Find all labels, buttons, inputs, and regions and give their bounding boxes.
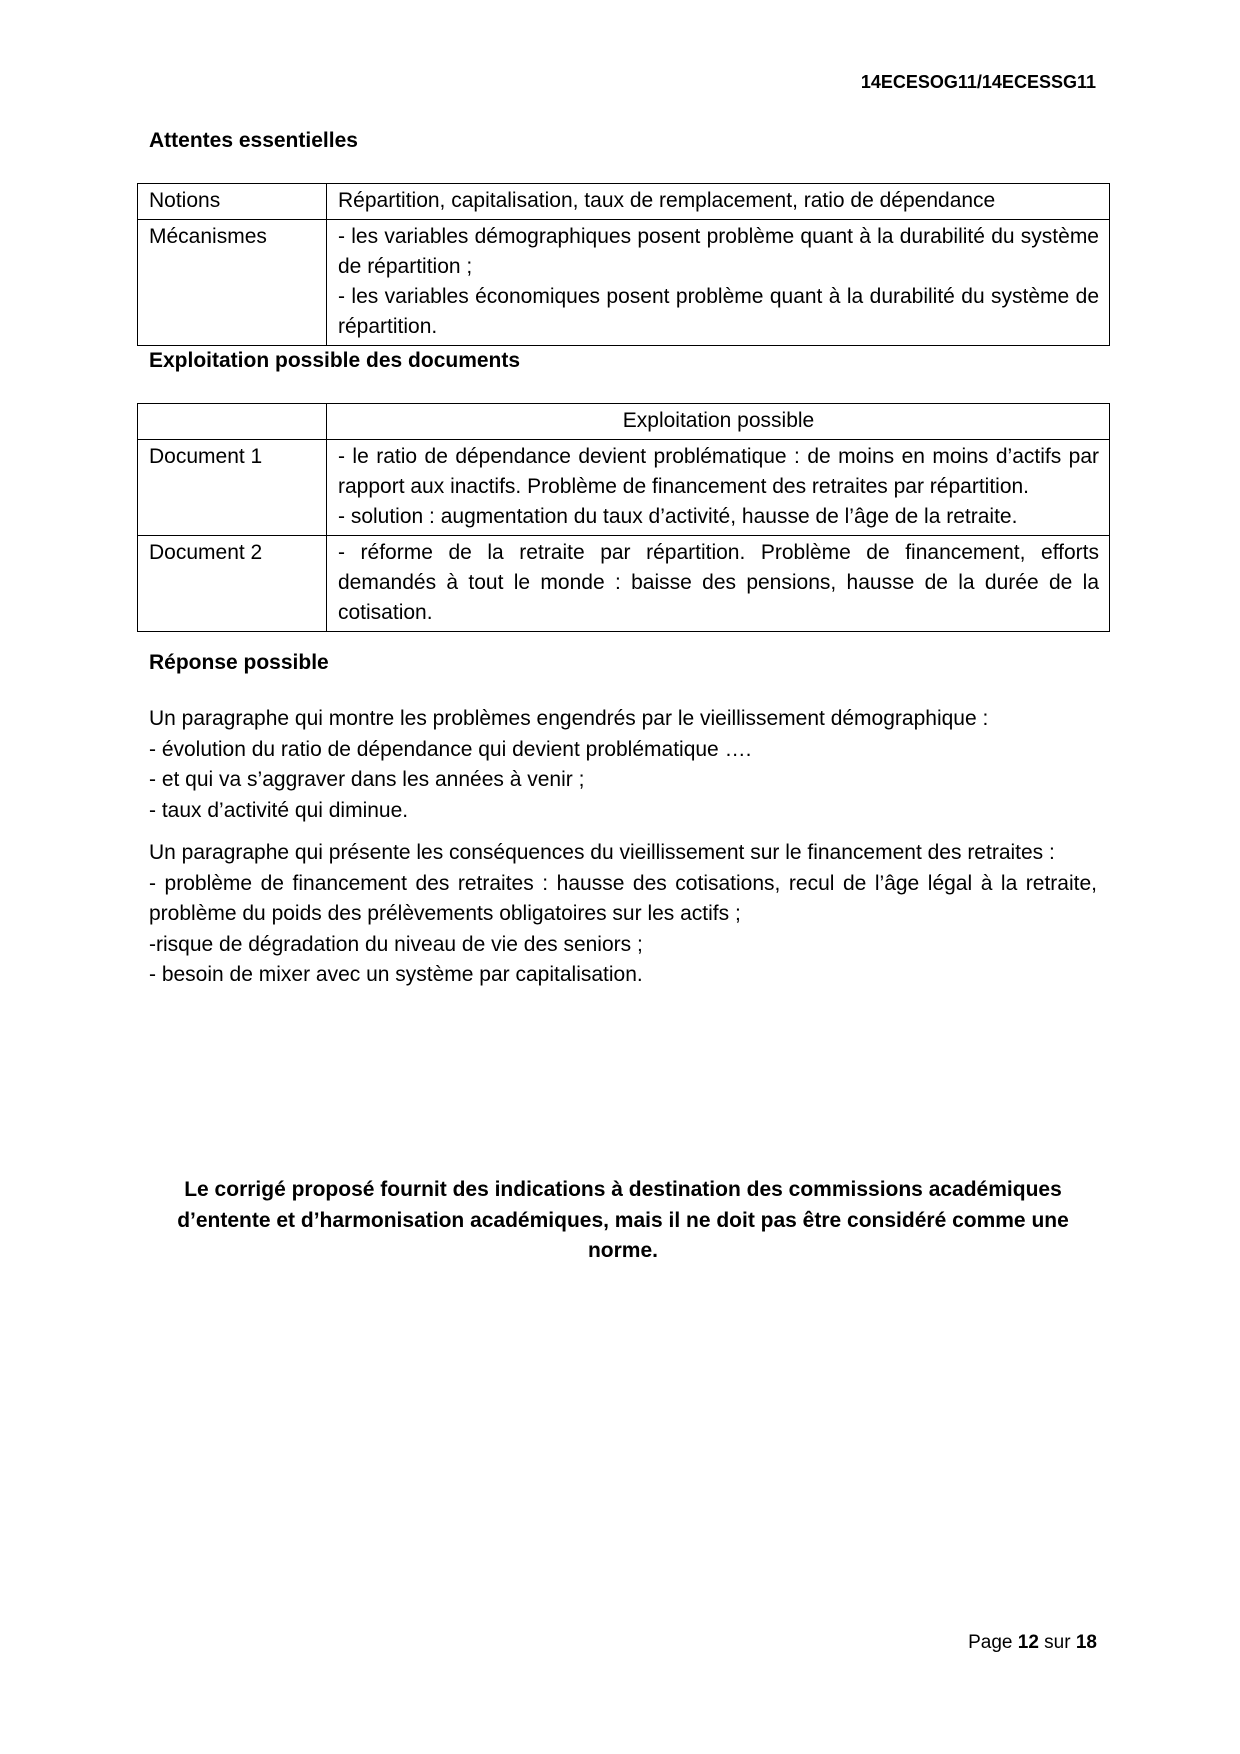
paragraph-line: - taux d’activité qui diminue. bbox=[149, 798, 409, 822]
paragraph-line: Un paragraphe qui montre les problèmes engendrés par le vieillissement démographique : bbox=[149, 707, 989, 730]
paragraph-1 bbox=[149, 704, 1097, 826]
header-cell-empty bbox=[138, 404, 327, 440]
section-title-reponse: Réponse possible bbox=[149, 651, 329, 674]
row-line: - les variables économiques posent problème quant à la durabilité du système de répartition. bbox=[338, 285, 1099, 338]
table-row bbox=[138, 220, 1110, 346]
page-prefix: Page bbox=[968, 1632, 1013, 1653]
attentes-table bbox=[137, 183, 1110, 346]
row-line: - solution : augmentation du taux d’activité, hausse de l’âge de la retraite. bbox=[338, 505, 1018, 528]
page-middle: sur bbox=[1044, 1632, 1071, 1653]
paragraph-line: - problème de financement des retraites : hausse des cotisations, recul de l’âge légal à la retraite, problème du poids des prélèvements obligatoires sur les actifs ; bbox=[149, 871, 1097, 925]
page-total: 18 bbox=[1075, 1632, 1097, 1653]
row-line: Répartition, capitalisation, taux de remplacement, ratio de dépendance bbox=[338, 189, 996, 212]
row-line: - les variables démographiques posent problème quant à la durabilité du système de répartition ; bbox=[338, 225, 1099, 278]
row-label: Notions bbox=[138, 184, 327, 220]
disclaimer: Le corrigé proposé fournit des indications à destination des commissions académiques d’entente et d’harmonisation académiques, mais il ne doit pas être considéré comme une norme. bbox=[177, 1178, 1069, 1262]
row-line: - le ratio de dépendance devient problématique : de moins en moins d’actifs par rapport aux inactifs. Problème de financement des retraites par répartition. bbox=[338, 445, 1099, 498]
row-line: - réforme de la retraite par répartition. Problème de financement, efforts demandés à tout le monde : baisse des pensions, hausse de la durée de la cotisation. bbox=[338, 541, 1099, 624]
table-row bbox=[138, 184, 1110, 220]
row-content bbox=[327, 536, 1110, 632]
paragraph-line: - et qui va s’aggraver dans les années à venir ; bbox=[149, 768, 585, 791]
row-content bbox=[327, 220, 1110, 346]
paragraph-line: Un paragraphe qui présente les conséquences du vieillissement sur le financement des retraites : bbox=[149, 841, 1055, 864]
section-title-attentes: Attentes essentielles bbox=[149, 129, 358, 152]
table-header-row bbox=[138, 404, 1110, 440]
table-row bbox=[138, 440, 1110, 536]
row-label: Document 2 bbox=[138, 536, 327, 632]
section-title-exploitation: Exploitation possible des documents bbox=[149, 349, 521, 372]
row-content bbox=[327, 184, 1110, 220]
paragraph-2 bbox=[149, 838, 1097, 991]
page-number bbox=[968, 1632, 1097, 1654]
page-current: 12 bbox=[1017, 1632, 1039, 1653]
document-code: 14ECESOG11/14ECESSG11 bbox=[860, 72, 1096, 92]
row-content bbox=[327, 440, 1110, 536]
table-row bbox=[138, 536, 1110, 632]
paragraph-line: - besoin de mixer avec un système par capitalisation. bbox=[149, 963, 643, 986]
row-label: Mécanismes bbox=[138, 220, 327, 346]
row-label: Document 1 bbox=[138, 440, 327, 536]
paragraph-line: -risque de dégradation du niveau de vie des seniors ; bbox=[149, 932, 643, 956]
header-cell: Exploitation possible bbox=[327, 404, 1110, 440]
paragraph-line: - évolution du ratio de dépendance qui devient problématique …. bbox=[149, 737, 752, 761]
exploitation-table bbox=[137, 403, 1110, 632]
